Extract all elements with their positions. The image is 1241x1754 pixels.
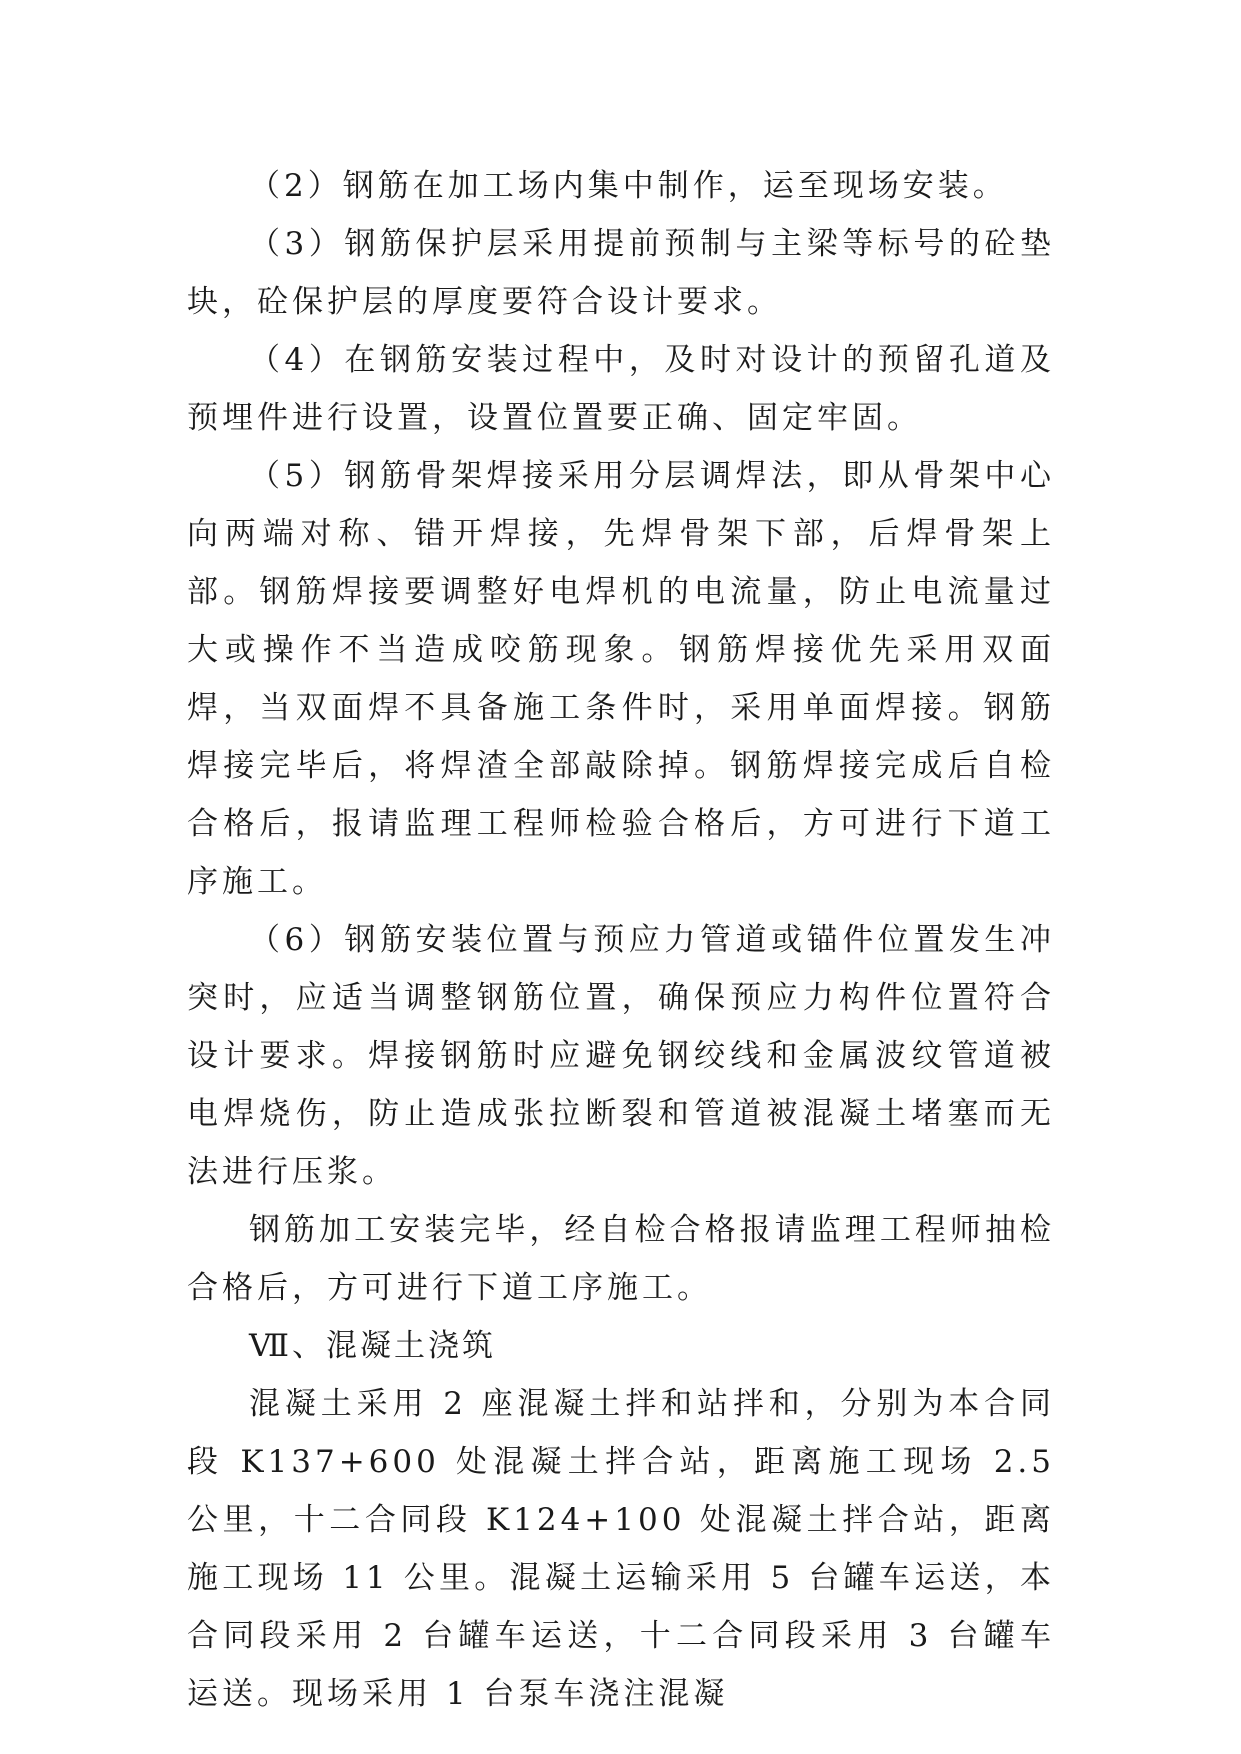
paragraph-prestress-conflict: （6）钢筋安装位置与预应力管道或锚件位置发生冲突时，应适当调整钢筋位置，确保预应力构件位置符合设计要求。焊接钢筋时应避免钢绞线和金属波纹管道被电焊烧伤，防止造成张拉断裂和管道被混凝土堵塞而无法进行压浆。: [187, 922, 1055, 1190]
paragraph-skeleton-welding: （5）钢筋骨架焊接采用分层调焊法，即从骨架中心向两端对称、错开焊接，先焊骨架下部，后焊骨架上部。钢筋焊接要调整好电焊机的电流量，防止电流量过大或操作不当造成咬筋现象。钢筋焊接优先采用双面焊，当双面焊不具备施工条件时，采用单面焊接。钢筋焊接完毕后，将焊渣全部敲除掉。钢筋焊接完成后自检合格后，报请监理工程师检验合格后，方可进行下道工序施工。: [187, 458, 1055, 900]
paragraph-inspection: 钢筋加工安装完毕，经自检合格报请监理工程师抽检合格后，方可进行下道工序施工。: [187, 1212, 1055, 1306]
paragraph-embedded-parts: （4）在钢筋安装过程中，及时对设计的预留孔道及预埋件进行设置，设置位置要正确、固定牢固。: [187, 342, 1055, 436]
paragraph-concrete-mixing: 混凝土采用 2 座混凝土拌和站拌和，分别为本合同段 K137+600 处混凝土拌合站，距离施工现场 2.5 公里，十二合同段 K124+100 处混凝土拌合站，距离施工现场 11 公里。混凝土运输采用 5 台罐车运送，本合同段采用 2 台罐车运送，十二合同段采用 3 台罐车运送。现场采用 1 台泵车浇注混凝: [187, 1386, 1055, 1712]
paragraph-rebar-fabrication: （2）钢筋在加工场内集中制作，运至现场安装。: [249, 168, 1008, 204]
body-text: [187, 157, 1055, 1723]
section-heading-concrete-pouring: Ⅶ、混凝土浇筑: [249, 1328, 497, 1364]
paragraph-rebar-cover: （3）钢筋保护层采用提前预制与主梁等标号的砼垫块，砼保护层的厚度要符合设计要求。: [187, 226, 1055, 320]
